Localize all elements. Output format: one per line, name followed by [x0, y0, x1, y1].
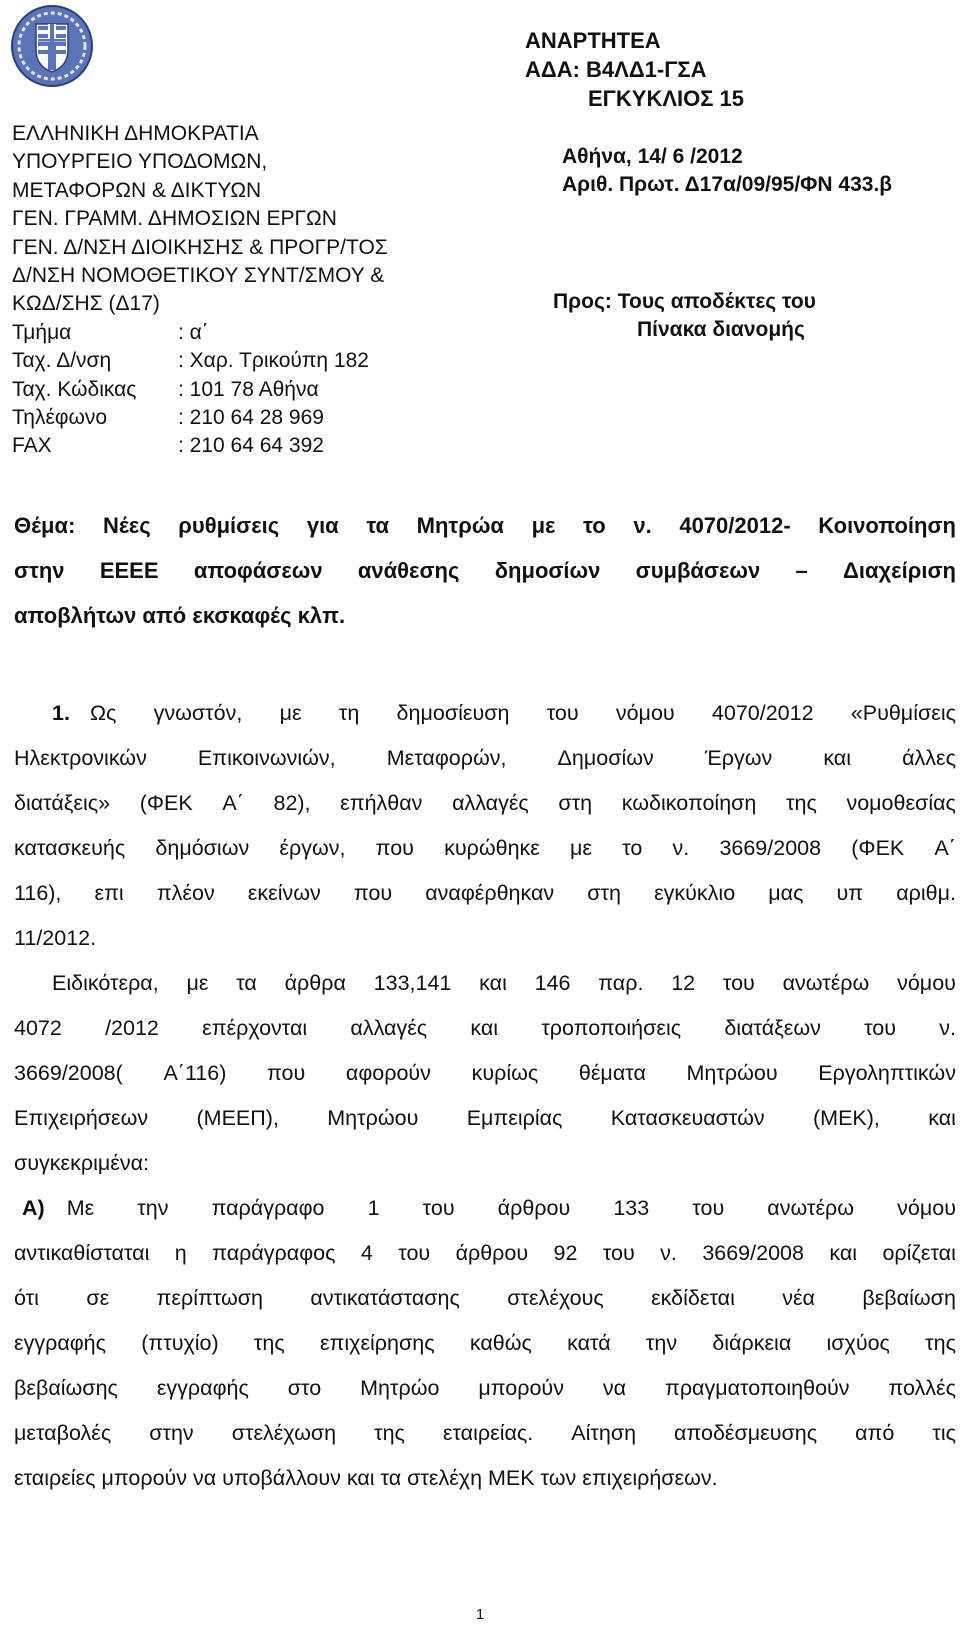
- sender-field-postcode: [12, 376, 388, 404]
- paragraph-a: [14, 1186, 956, 1501]
- word: και: [928, 1106, 956, 1130]
- word: για: [306, 513, 339, 538]
- word: νόμου: [897, 971, 956, 995]
- word: Ειδικότερα,: [52, 971, 159, 995]
- word: αναφέρθηκαν: [425, 881, 555, 905]
- word: στη: [587, 881, 621, 905]
- word: (ΦΕΚ: [851, 836, 905, 860]
- word: 3669/2008: [719, 836, 822, 860]
- sender-line: ΓΕΝ. ΓΡΑΜΜ. ΔΗΜΟΣΙΩΝ ΕΡΓΩΝ: [12, 207, 337, 231]
- word: διατάξεις»: [14, 791, 111, 815]
- word: κατασκευής: [14, 836, 126, 860]
- word: τα: [236, 971, 257, 995]
- word: Ως: [89, 701, 117, 725]
- word: μεταβολές: [14, 1421, 112, 1445]
- word: Εργοληπτικών: [818, 1061, 956, 1085]
- word: Διαχείριση: [843, 558, 956, 583]
- word: Μεταφορών,: [386, 746, 507, 770]
- word: νόμου: [615, 701, 675, 725]
- word: της: [374, 1421, 405, 1445]
- word: 133: [613, 1196, 650, 1220]
- field-label: Ταχ. Κώδικας: [12, 377, 137, 401]
- word: η: [174, 1241, 187, 1265]
- paragraph-line: [14, 691, 956, 736]
- word: το: [583, 513, 606, 538]
- word: αποβλήτων από εκσκαφές κλπ.: [14, 603, 346, 628]
- word: καθώς: [469, 1331, 532, 1355]
- word: Α΄: [222, 791, 244, 815]
- word: 1: [367, 1196, 380, 1220]
- word: την: [137, 1196, 169, 1220]
- word: στην: [149, 1421, 194, 1445]
- word: ότι: [14, 1286, 39, 1310]
- sender-line: ΚΩΔ/ΣΗΣ (Δ17): [12, 292, 160, 316]
- word: της: [253, 1331, 285, 1355]
- sender-field-phone: [12, 404, 388, 432]
- word: Νέες: [102, 513, 151, 538]
- word: Κατασκευαστών: [610, 1106, 765, 1130]
- hellenic-republic-emblem-icon: [10, 4, 94, 88]
- word: ανωτέρω: [767, 1196, 855, 1220]
- sender-field-fax: [12, 432, 388, 460]
- word: 3669/2008(: [14, 1061, 123, 1085]
- word: διάρκεια: [712, 1331, 792, 1355]
- word: «Ρυθμίσεις: [850, 701, 956, 725]
- sender-line: ΓΕΝ. Δ/ΝΣΗ ΔΙΟΙΚΗΣΗΣ & ΠΡΟΓΡ/ΤΟΣ: [12, 235, 388, 259]
- word: επέρχονται: [202, 1016, 308, 1040]
- recipients-line: Προς: Τους αποδέκτες του: [553, 290, 816, 313]
- field-value: : α΄: [178, 320, 209, 344]
- word: αποφάσεων: [193, 558, 323, 583]
- word: 4072: [14, 1016, 62, 1040]
- word: της: [925, 1331, 956, 1355]
- word: 11/2012.: [14, 926, 97, 950]
- word: θέματα: [578, 1061, 646, 1085]
- word: Θέμα:: [14, 513, 76, 538]
- posting-label: ΑΝΑΡΤΗΤΕΑ: [525, 28, 661, 53]
- paragraph-line: [14, 1051, 956, 1096]
- word: Με: [66, 1196, 95, 1220]
- sender-field-address: [12, 347, 388, 375]
- word: και: [829, 1241, 858, 1265]
- subject-line: [14, 503, 956, 548]
- word: στελέχωση: [231, 1421, 337, 1445]
- word: Μητρώου: [327, 1106, 419, 1130]
- word: αριθμ.: [896, 881, 956, 905]
- word: Μητρώα: [416, 513, 504, 538]
- word: τις: [932, 1421, 956, 1445]
- word: τη: [338, 701, 360, 725]
- word: Αίτηση: [571, 1421, 637, 1445]
- field-label: Τμήμα: [12, 320, 72, 344]
- word: τροποποιήσεις: [541, 1016, 682, 1040]
- word: από: [855, 1421, 895, 1445]
- paragraph-line: [14, 961, 956, 1006]
- sender-line: ΜΕΤΑΦΟΡΩΝ & ΔΙΚΤΥΩΝ: [12, 178, 262, 202]
- word: Α΄116): [163, 1061, 227, 1085]
- field-value: : Χαρ. Τρικούπη 182: [178, 349, 369, 373]
- word: ορίζεται: [882, 1241, 956, 1265]
- word: δημοσίευση: [396, 701, 510, 725]
- word: νέα: [782, 1286, 815, 1310]
- word: περίπτωση: [156, 1286, 264, 1310]
- sender-line: ΥΠΟΥΡΓΕΙΟ ΥΠΟΔΟΜΩΝ,: [12, 150, 268, 174]
- word: ανάθεσης: [357, 558, 460, 583]
- word: εγγραφής: [156, 1376, 249, 1400]
- word: και: [479, 971, 507, 995]
- paragraph-2: [14, 961, 956, 1186]
- word: εκδίδεται: [651, 1286, 735, 1310]
- word: που: [375, 836, 414, 860]
- word: Κοινοποίηση: [818, 513, 956, 538]
- word: του: [722, 971, 755, 995]
- word: Εμπειρίας: [466, 1106, 563, 1130]
- word: νομοθεσίας: [846, 791, 956, 815]
- word: 4070/2012: [711, 701, 814, 725]
- protocol-number: Αριθ. Πρωτ. Δ17α/09/95/ΦΝ 433.β: [562, 173, 893, 196]
- word: κυρίως: [471, 1061, 539, 1085]
- word: με: [279, 701, 302, 725]
- sender-line: Δ/ΝΣΗ ΝΟΜΟΘΕΤΙΚΟΥ ΣΥΝΤ/ΣΜΟΥ &: [12, 264, 385, 288]
- paragraph-line: [14, 1276, 956, 1321]
- recipients-line: Πίνακα διανομής: [637, 318, 805, 341]
- word: τα: [366, 513, 390, 538]
- paragraph-line: [14, 1186, 956, 1231]
- paragraph-1: [14, 691, 956, 961]
- word: βεβαίωση: [862, 1286, 956, 1310]
- word: 4: [360, 1241, 373, 1265]
- word: με: [186, 971, 209, 995]
- paragraph-line: [14, 871, 956, 916]
- paragraph-line: [14, 781, 956, 826]
- subject-line: [14, 548, 956, 593]
- word: διατάξεων: [724, 1016, 821, 1040]
- word: επι: [94, 881, 124, 905]
- word: 92: [553, 1241, 578, 1265]
- paragraph-line: [14, 1366, 956, 1411]
- paragraph-line: [14, 736, 956, 781]
- word: αλλαγές: [452, 791, 529, 815]
- paragraph-line: [14, 1141, 956, 1186]
- word: νόμου: [897, 1196, 956, 1220]
- word: κατά: [567, 1331, 611, 1355]
- word: ν.: [939, 1016, 956, 1040]
- sender-block: [12, 120, 388, 461]
- word: εταιρείας.: [442, 1421, 534, 1445]
- word: και: [470, 1016, 499, 1040]
- word: Α΄: [934, 836, 956, 860]
- word: που: [353, 881, 393, 905]
- page-number: 1: [475, 1606, 485, 1623]
- word: του: [422, 1196, 455, 1220]
- paragraph-line: [14, 916, 956, 961]
- word: παράγραφος: [212, 1241, 336, 1265]
- paragraph-line: [14, 1411, 956, 1456]
- word: μπορούν: [478, 1376, 564, 1400]
- word: 82),: [273, 791, 311, 815]
- word: Μητρώου: [686, 1061, 778, 1085]
- paragraph-line: [14, 1321, 956, 1366]
- word: σε: [86, 1286, 110, 1310]
- word: δημοσίων: [494, 558, 601, 583]
- field-value: : 210 64 64 392: [178, 434, 324, 458]
- word: Επικοινωνιών,: [197, 746, 336, 770]
- word: γνωστόν,: [153, 701, 243, 725]
- word: δημόσιων: [155, 836, 250, 860]
- word: άρθρου: [497, 1196, 571, 1220]
- word: Δημοσίων: [557, 746, 654, 770]
- word: 4070/2012-: [679, 513, 791, 538]
- word: και: [823, 746, 852, 770]
- word: εγγραφής: [14, 1331, 107, 1355]
- word: (ΜΕΚ),: [813, 1106, 880, 1130]
- word: εγκύκλιο: [654, 881, 736, 905]
- ada-code: ΑΔΑ: Β4ΛΔ1-ΓΣΑ: [525, 57, 707, 82]
- word: ισχύος: [826, 1331, 890, 1355]
- word: του: [546, 701, 579, 725]
- word: στην: [14, 558, 65, 583]
- word: κωδικοποίηση: [621, 791, 757, 815]
- word: ΕΕΕΕ: [99, 558, 159, 583]
- field-value: : 101 78 Αθήνα: [178, 377, 319, 401]
- word: –: [795, 558, 808, 583]
- subject-line: [14, 593, 956, 638]
- word: πραγματοποιηθούν: [664, 1376, 850, 1400]
- word: πλέον: [156, 881, 215, 905]
- word: Έργων: [704, 746, 773, 770]
- field-value: : 210 64 28 969: [178, 406, 324, 430]
- word: ν.: [633, 513, 652, 538]
- word: ανωτέρω: [782, 971, 870, 995]
- word: άρθρου: [455, 1241, 529, 1265]
- word: ρυθμίσεις: [178, 513, 280, 538]
- word: αντικατάστασης: [310, 1286, 460, 1310]
- word: (ΜΕΕΠ),: [196, 1106, 279, 1130]
- field-label: Τηλέφωνο: [12, 406, 108, 430]
- word: Ηλεκτρονικών: [14, 746, 147, 770]
- word: στη: [558, 791, 593, 815]
- document-date: Αθήνα, 14/ 6 /2012: [562, 145, 743, 168]
- word: του: [398, 1241, 431, 1265]
- paragraph-line: [14, 1096, 956, 1141]
- word: της: [786, 791, 817, 815]
- word: Μητρώο: [360, 1376, 440, 1400]
- word: 116),: [14, 881, 62, 905]
- word: να: [602, 1376, 627, 1400]
- circular-number: ΕΓΚΥΚΛΙΟΣ 15: [588, 86, 745, 111]
- paragraph-line: [14, 1006, 956, 1051]
- word: μας: [768, 881, 804, 905]
- word: (ΦΕΚ: [139, 791, 193, 815]
- word: βεβαίωσης: [14, 1376, 118, 1400]
- word: 12: [671, 971, 696, 995]
- paragraph-line-words: [90, 691, 956, 736]
- word: παράγραφο: [211, 1196, 325, 1220]
- word: 133,141: [373, 971, 452, 995]
- word: ν.: [660, 1241, 677, 1265]
- word: με: [570, 836, 593, 860]
- word: στο: [287, 1376, 322, 1400]
- word: την: [645, 1331, 678, 1355]
- word: άρθρα: [284, 971, 346, 995]
- word: επήλθαν: [340, 791, 423, 815]
- word: 146: [534, 971, 571, 995]
- word: του: [864, 1016, 897, 1040]
- word: του: [602, 1241, 635, 1265]
- paragraph-number: 1.: [52, 701, 70, 725]
- subject-block: [14, 503, 956, 638]
- word: αντικαθίσταται: [14, 1241, 150, 1265]
- word: έργων,: [279, 836, 346, 860]
- word: αφορούν: [345, 1061, 431, 1085]
- word: πολλές: [888, 1376, 956, 1400]
- word: συγκεκριμένα:: [14, 1151, 149, 1175]
- word: με: [531, 513, 556, 538]
- field-label: FAX: [12, 434, 52, 458]
- word: /2012: [105, 1016, 159, 1040]
- word: στελέχους: [507, 1286, 604, 1310]
- word: υπ: [836, 881, 864, 905]
- word: το: [622, 836, 643, 860]
- paragraph-line: [14, 1456, 956, 1501]
- word: ν.: [672, 836, 690, 860]
- word: 3669/2008: [702, 1241, 804, 1265]
- word: άλλες: [902, 746, 956, 770]
- paragraph-line: [14, 826, 956, 871]
- paragraph-line-words: [67, 1186, 956, 1231]
- word: συμβάσεων: [635, 558, 761, 583]
- word: αποδέσμευσης: [674, 1421, 818, 1445]
- word: του: [692, 1196, 725, 1220]
- word: που: [267, 1061, 306, 1085]
- word: εκείνων: [247, 881, 321, 905]
- paragraph-line: [14, 1231, 956, 1276]
- item-label: Α): [22, 1196, 45, 1220]
- word: (πτυχίο): [141, 1331, 219, 1355]
- sender-field-department: [12, 319, 388, 347]
- word: Επιχειρήσεων: [14, 1106, 149, 1130]
- word: παρ.: [598, 971, 644, 995]
- sender-line: ΕΛΛΗΝΙΚΗ ΔΗΜΟΚΡΑΤΙΑ: [12, 122, 259, 145]
- field-label: Ταχ. Δ/νση: [12, 349, 112, 373]
- word: κυρώθηκε: [444, 836, 540, 860]
- word: επιχείρησης: [319, 1331, 435, 1355]
- word: αλλαγές: [350, 1016, 428, 1040]
- word: εταιρείες μπορούν να υποβάλλουν και τα στελέχη ΜΕΚ των επιχειρήσεων.: [14, 1466, 718, 1490]
